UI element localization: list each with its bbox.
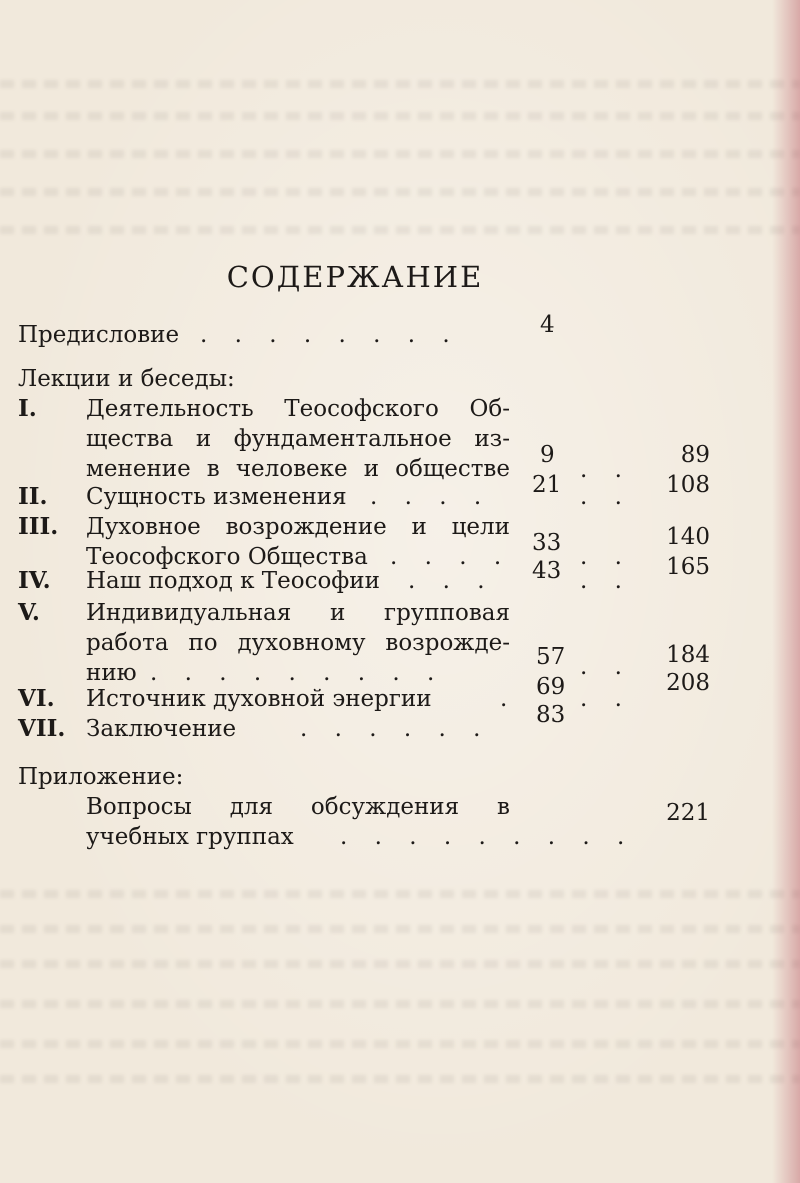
page-en: 208: [666, 670, 710, 696]
bleed-through-text: [0, 925, 800, 933]
lecture-title: Индивидуальная и групповая работа по духовному возрожде-: [86, 600, 510, 656]
bleed-through-text: [0, 150, 800, 158]
page-edge: [772, 0, 800, 1183]
page-ru: 57: [536, 644, 566, 670]
leader-dots: .: [500, 686, 518, 712]
leader-dots: . . . . . . . . .: [150, 660, 445, 686]
roman-numeral: IV.: [18, 567, 51, 594]
page-ru: 9: [540, 442, 555, 468]
lecture-title: Теософского Общества: [86, 544, 368, 570]
page-en: 165: [666, 554, 710, 580]
leader-dots: . .: [580, 484, 632, 510]
bleed-through-text: [0, 1000, 800, 1008]
leader-dots: . .: [580, 457, 632, 483]
roman-numeral: VII.: [18, 715, 66, 742]
lecture-title: Духовное возрождение и цели: [86, 514, 510, 540]
page-ru: 83: [536, 702, 566, 728]
leader-dots: . . .: [408, 568, 495, 594]
contents-title: СОДЕРЖАНИЕ: [226, 260, 484, 294]
leader-dots: . .: [580, 568, 632, 594]
appendix-header: Приложение:: [18, 764, 184, 790]
leader-dots: . .: [580, 686, 632, 712]
lecture-title: Сущность изменения: [86, 484, 347, 510]
preface-page: 4: [540, 312, 555, 338]
leader-dots: . .: [580, 654, 632, 680]
bleed-through-text: [0, 1040, 800, 1048]
lectures-header: Лекции и беседы:: [18, 366, 235, 392]
page-ru: 43: [532, 558, 562, 584]
leader-dots: . . . .: [370, 484, 492, 510]
bleed-through-text: [0, 890, 800, 898]
leader-dots: . . . . . . . .: [200, 322, 460, 348]
roman-numeral: II.: [18, 483, 48, 510]
lecture-title: нию: [86, 660, 137, 686]
lecture-title: Деятельность Теософского Об- щества и фундаментальное из- менение в человеке и обществе: [86, 396, 510, 482]
page-ru: 21: [532, 472, 562, 498]
roman-numeral: V.: [18, 599, 40, 626]
lecture-title: Наш подход к Теософии: [86, 568, 380, 594]
page-en: 184: [666, 642, 710, 668]
bleed-through-text: [0, 188, 800, 196]
leader-dots: . . . .: [390, 544, 512, 570]
page-ru: 33: [532, 530, 562, 556]
appendix-title: Вопросы для обсуждения в: [86, 794, 510, 820]
lecture-title: Источник духовной энергии: [86, 686, 432, 712]
roman-numeral: III.: [18, 513, 59, 540]
leader-dots: . . . . . .: [300, 716, 491, 742]
page-ru: 69: [536, 674, 566, 700]
page-en: 108: [666, 472, 710, 498]
bleed-through-text: [0, 1075, 800, 1083]
bleed-through-text: [0, 112, 800, 120]
roman-numeral: I.: [18, 395, 37, 422]
appendix-page: 221: [666, 800, 710, 826]
preface-label: Предисловие: [18, 322, 180, 348]
page-en: 140: [666, 524, 710, 550]
bleed-through-text: [0, 80, 800, 88]
bleed-through-text: [0, 960, 800, 968]
leader-dots: . . . . . . . . .: [340, 824, 635, 850]
appendix-title: учебных группах: [86, 824, 294, 850]
lecture-title: Заключение: [86, 716, 237, 742]
bleed-through-text: [0, 226, 800, 234]
roman-numeral: VI.: [18, 685, 55, 712]
leader-dots: . .: [580, 544, 632, 570]
page-en: 89: [680, 442, 710, 468]
